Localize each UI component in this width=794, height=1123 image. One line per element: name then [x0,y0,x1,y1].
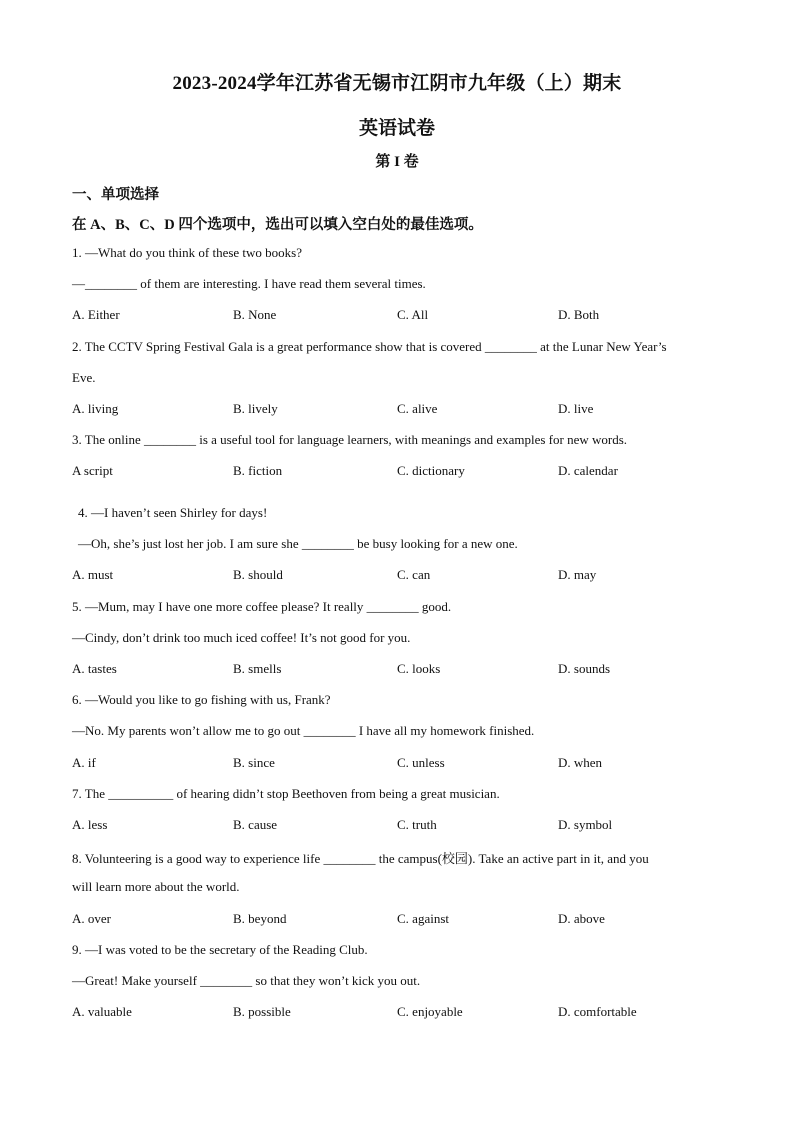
option-c: C. dictionary [397,463,465,478]
question-2-line-2: Eve. [72,370,96,385]
option-d: D. when [558,755,603,770]
section-heading: 一、单项选择 [72,187,159,203]
option-b: B. should [233,567,283,582]
option-a: A. valuable [72,1004,132,1019]
option-b: B. fiction [233,463,283,478]
option-c: C. can [397,567,431,582]
exam-title: 2023-2024学年江苏省无锡市江阴市九年级（上）期末 [172,73,622,94]
option-a: A. Either [72,307,120,322]
question-6-line-2: —No. My parents won’t allow me to go out ________ I have all my homework finished. [72,723,535,738]
option-b: B. lively [233,401,278,416]
option-a: A. tastes [72,661,117,676]
question-7-line-1: 7. The __________ of hearing didn’t stop Beethoven from being a great musician. [72,786,500,801]
option-b: B. possible [233,1004,291,1019]
question-7-options [72,817,752,835]
question-2-line-1: 2. The CCTV Spring Festival Gala is a great performance show that is covered ________ at the Lunar New Year’s [72,339,667,354]
option-b: B. smells [233,661,282,676]
option-b: B. cause [233,817,278,832]
option-a: A. if [72,755,96,770]
question-4-line-1: 4. —I haven’t seen Shirley for days! [78,505,268,520]
question-9-line-1: 9. —I was voted to be the secretary of the Reading Club. [72,942,368,957]
option-a: A. over [72,911,111,926]
question-9-options [72,1004,752,1022]
option-a: A. must [72,567,114,582]
question-6-options [72,755,752,773]
question-9-line-2: —Great! Make yourself ________ so that they won’t kick you out. [72,973,421,988]
question-2-options [72,401,752,419]
question-8-line-1: 8. Volunteering is a good way to experience life ________ the campus(校园). Take an active part in it, and you [72,851,649,866]
question-1-line-1: 1. —What do you think of these two books? [72,245,302,260]
option-c: C. truth [397,817,437,832]
option-c: C. unless [397,755,445,770]
question-1-options [72,307,752,325]
volume-label: 第 I 卷 [375,154,419,170]
question-6-line-1: 6. —Would you like to go fishing with us, Frank? [72,692,331,707]
question-3-line-1: 3. The online ________ is a useful tool for language learners, with meanings and examples for new words. [72,432,628,447]
option-b: B. beyond [233,911,287,926]
option-d: D. symbol [558,817,613,832]
option-b: B. None [233,307,277,322]
option-c: C. against [397,911,449,926]
option-d: D. may [558,567,597,582]
option-d: D. Both [558,307,600,322]
option-c: C. enjoyable [397,1004,463,1019]
question-4-options [72,567,752,585]
option-d: D. comfortable [558,1004,637,1019]
option-d: D. calendar [558,463,618,478]
exam-subtitle: 英语试卷 [358,118,435,139]
question-5-options [72,661,752,679]
question-3-options [72,463,752,481]
option-c: C. alive [397,401,438,416]
question-5-line-2: —Cindy, don’t drink too much iced coffee! It’s not good for you. [72,630,411,645]
question-1-line-2: —________ of them are interesting. I have read them several times. [72,276,426,291]
option-b: B. since [233,755,275,770]
option-d: D. sounds [558,661,611,676]
option-a: A. less [72,817,108,832]
question-8-line-2: will learn more about the world. [72,879,240,894]
option-a: A. living [72,401,119,416]
option-c: C. All [397,307,429,322]
option-d: D. above [558,911,605,926]
option-a: A script [72,463,113,478]
section-instruction: 在 A、B、C、D 四个选项中，选出可以填入空白处的最佳选项。 [72,217,483,233]
question-5-line-1: 5. —Mum, may I have one more coffee please? It really ________ good. [72,599,452,614]
option-d: D. live [558,401,594,416]
question-4-line-2: —Oh, she’s just lost her job. I am sure she ________ be busy looking for a new one. [78,536,518,551]
question-8-options [72,911,752,929]
option-c: C. looks [397,661,441,676]
